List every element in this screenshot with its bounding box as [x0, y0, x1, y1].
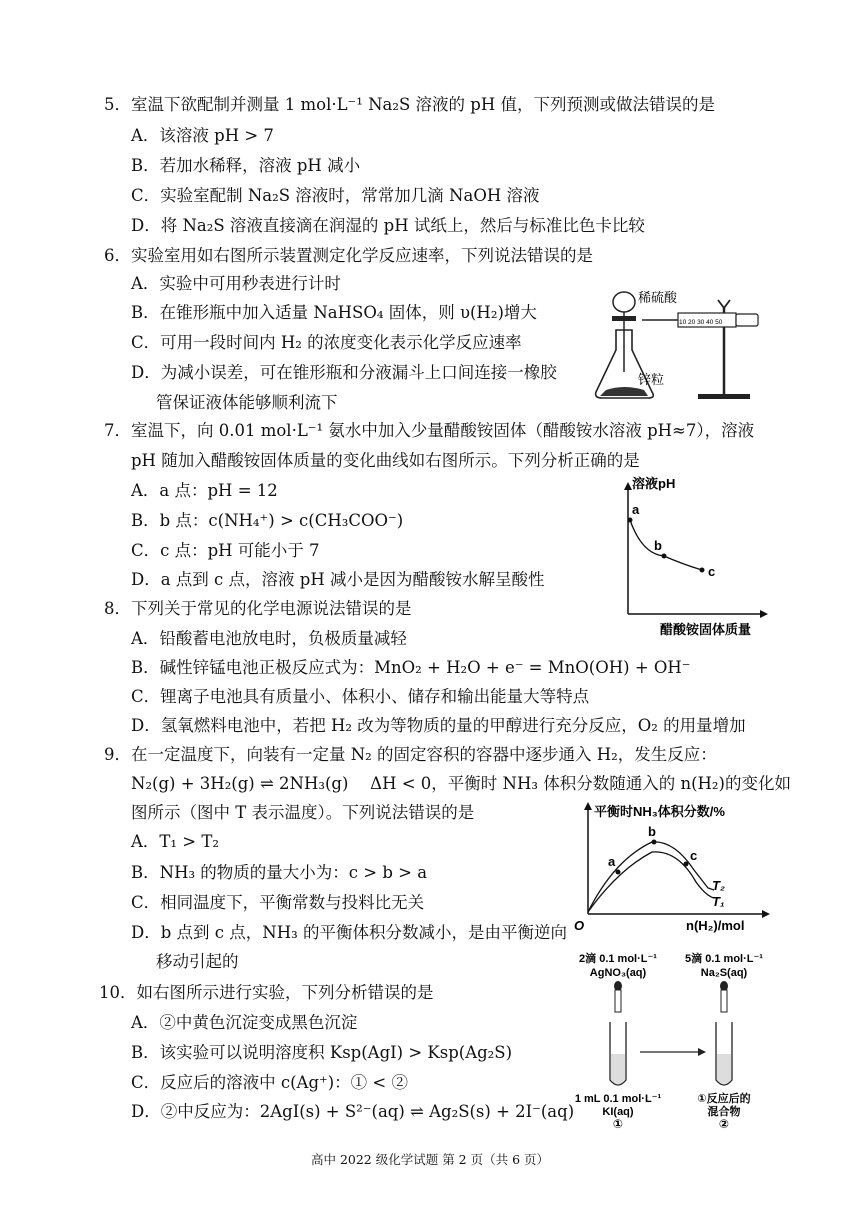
left-solution-line2: KI(aq) [602, 1106, 634, 1118]
point-a [616, 870, 621, 875]
right-reagent-line2: Na₂S(aq) [700, 967, 748, 979]
stand-base [698, 394, 750, 399]
q10-stem: 10．如右图所示进行实验，下列分析错误的是 [99, 983, 434, 1002]
left-solution-line1: 1 mL 0.1 mol·L⁻¹ [574, 1093, 662, 1105]
syringe-scale: 10 20 30 40 50 [679, 319, 723, 326]
q5-option-d: D．将 Na₂S 溶液直接滴在润湿的 pH 试纸上，然后与标准比色卡比较 [131, 216, 645, 235]
q7-option-a: A．a 点：pH = 12 [131, 481, 278, 500]
right-reagent-line1: 5滴 0.1 mol·L⁻¹ [685, 953, 763, 965]
q9-option-a: A．T₁ > T₂ [131, 832, 219, 851]
right-tube-number: ② [718, 1117, 730, 1130]
left-solution [611, 1054, 625, 1084]
T1-label: T₁ [712, 894, 725, 909]
y-axis-arrow [584, 802, 592, 810]
point-a [628, 518, 633, 523]
funnel-stopcock [612, 316, 636, 321]
separatory-funnel [613, 292, 635, 312]
q5-option-b: B．若加水稀释，溶液 pH 减小 [131, 156, 361, 175]
right-solution [717, 1054, 731, 1084]
q6-option-d-line1: D．为减小误差，可在锥形瓶和分液漏斗上口间连接一橡胶 [131, 363, 557, 382]
left-tube-number: ① [612, 1117, 624, 1130]
point-c-label: c [690, 848, 698, 863]
process-arrowhead [698, 1048, 706, 1056]
q6-option-a: A．实验中可用秒表进行计时 [131, 274, 341, 293]
point-b-label: b [648, 824, 656, 839]
right-solution-line1: ①反应后的 [697, 1093, 751, 1105]
x-axis-label: n(H₂)/mol [686, 918, 745, 933]
q7-option-c: C．c 点：pH 可能小于 7 [131, 541, 320, 560]
q5-option-c: C．实验室配制 Na₂S 溶液时，常常加几滴 NaOH 溶液 [131, 186, 540, 205]
q6-option-b: B．在锥形瓶中加入适量 NaHSO₄ 固体，则 υ(H₂)增大 [131, 303, 537, 322]
left-reagent-line2: AgNO₃(aq) [589, 967, 647, 979]
left-reagent-line1: 2滴 0.1 mol·L⁻¹ [579, 953, 657, 965]
T2-label: T₂ [712, 878, 725, 893]
q7-stem-line2: pH 随加入醋酸铵固体质量的变化曲线如右图所示。下列分析正确的是 [131, 451, 640, 470]
x-axis-label: 醋酸铵固体质量 [660, 622, 752, 637]
point-c [684, 862, 689, 867]
q10-option-b: B．该实验可以说明溶度积 Ksp(AgI) > Ksp(Ag₂S) [131, 1043, 513, 1062]
q5-stem: 5．室温下欲配制并测量 1 mol·L⁻¹ Na₂S 溶液的 pH 值，下列预测或做法错误的是 [104, 95, 715, 114]
q9-stem-line3: 图所示（图中 T 表示温度）。下列说法错误的是 [131, 803, 475, 822]
precipitate-conversion-figure [574, 950, 770, 1130]
q7-stem-line1: 7．室温下，向 0.01 mol·L⁻¹ 氨水中加入少量醋酸铵固体（醋酸铵水溶液 pH≈7），溶液 [104, 421, 755, 440]
left-dropper [615, 990, 621, 1012]
dilute-sulfuric-acid-label: 稀硫酸 [638, 290, 678, 305]
q7-option-b: B．b 点：c(NH₄⁺) > c(CH₃COO⁻) [131, 511, 404, 530]
q5-option-a: A．该溶液 pH > 7 [131, 126, 274, 145]
zinc-granules-label: 锌粒 [638, 372, 665, 387]
point-a-label: a [608, 854, 616, 869]
q8-option-a: A．铅酸蓄电池放电时，负极质量减轻 [131, 629, 407, 648]
ph-curve [630, 520, 702, 570]
point-c [700, 568, 705, 573]
point-b [652, 840, 657, 845]
point-a-label: a [632, 502, 640, 517]
q9-stem-line1: 9．在一定温度下，向装有一定量 N₂ 的固定容积的容器中逐步通入 H₂，发生反应： [104, 745, 717, 764]
x-axis-arrow [760, 610, 768, 618]
q10-option-d: D．②中反应为：2AgI(s) + S²⁻(aq) ⇌ Ag₂S(s) + 2I⁻(aq) [131, 1102, 575, 1121]
q6-stem: 6．实验室用如右图所示装置测定化学反应速率，下列说法错误的是 [104, 246, 593, 265]
y-axis-arrow [624, 482, 632, 490]
page-footer: 高中 2022 级化学试题 第 2 页（共 6 页） [310, 1152, 550, 1167]
q6-option-c: C．可用一段时间内 H₂ 的浓度变化表示化学反应速率 [131, 333, 522, 352]
x-axis-arrow [762, 910, 770, 918]
ph-curve-figure [612, 474, 772, 640]
q10-option-c: C．反应后的溶液中 c(Ag⁺)：① < ② [131, 1073, 408, 1092]
right-solution-line2: 混合物 [707, 1106, 741, 1118]
q10-option-a: A．②中黄色沉淀变成黑色沉淀 [131, 1013, 358, 1032]
q9-stem-line2: N₂(g) + 3H₂(g) ⇌ 2NH₃(g) ΔH < 0，平衡时 NH₃ 体积分数随通入的 n(H₂)的变化如 [131, 774, 791, 793]
q8-option-d: D．氢氧燃料电池中，若把 H₂ 改为等物质的量的甲醇进行充分反应，O₂ 的用量增加 [131, 716, 746, 735]
q7-option-d: D．a 点到 c 点，溶液 pH 减小是因为醋酸铵水解呈酸性 [131, 570, 545, 589]
q8-option-c: C．锂离子电池具有质量小、体积小、储存和输出能量大等特点 [131, 687, 590, 706]
y-axis-label: 溶液pH [632, 476, 676, 491]
right-dropper [721, 990, 727, 1012]
q9-option-d-line1: D．b 点到 c 点，NH₃ 的平衡体积分数减小，是由平衡逆向 [131, 923, 567, 942]
reaction-rate-apparatus-figure [586, 280, 770, 404]
y-axis-label: 平衡时NH₃体积分数/% [594, 804, 725, 819]
q6-option-d-line2: 管保证液体能够顺利流下 [156, 393, 338, 412]
q9-option-b: B．NH₃ 的物质的量大小为：c > b > a [131, 863, 428, 882]
point-b-label: b [654, 538, 662, 553]
point-c-label: c [708, 564, 716, 579]
q8-stem: 8．下列关于常见的化学电源说法错误的是 [104, 599, 412, 618]
q9-option-c: C．相同温度下，平衡常数与投料比无关 [131, 893, 425, 912]
nh3-fraction-figure [574, 800, 770, 936]
q8-option-b: B．碱性锌锰电池正极反应式为：MnO₂ + H₂O + e⁻ = MnO(OH) + OH⁻ [131, 658, 691, 677]
q9-option-d-line2: 移动引起的 [156, 952, 239, 971]
clamp [718, 300, 730, 308]
point-b [662, 554, 667, 559]
origin-label: O [574, 918, 585, 933]
syringe-plunger [736, 314, 758, 326]
